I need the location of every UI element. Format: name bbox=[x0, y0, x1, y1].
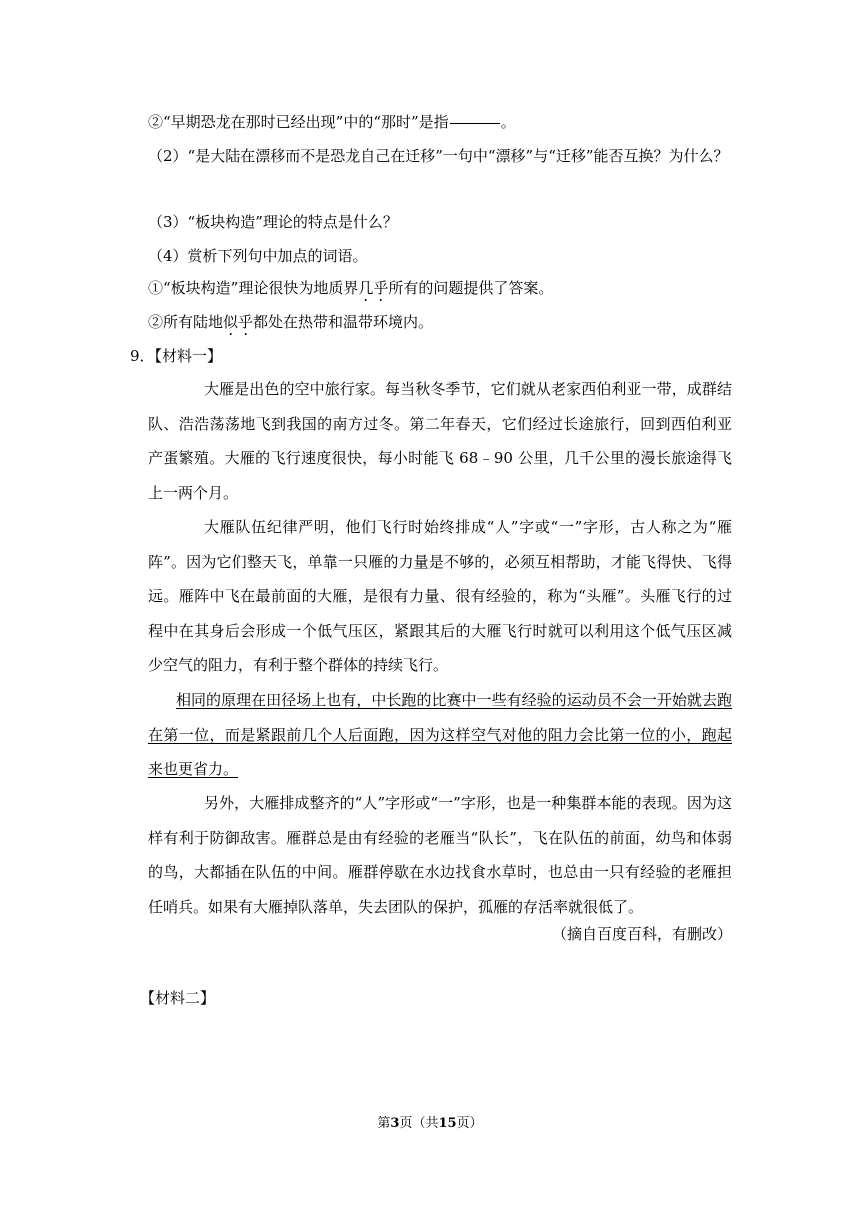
page-number: 3 bbox=[390, 1116, 400, 1131]
emphasis-char: 几 bbox=[358, 279, 374, 297]
page-footer bbox=[0, 1112, 860, 1131]
footer-suffix: 页） bbox=[456, 1116, 483, 1131]
q8-sub4: （4）赏析下列句中加点的词语。 bbox=[148, 247, 368, 265]
q8-sub1-item2-text: ②“早期恐龙在那时已经出现”中的“那时”是指 bbox=[148, 113, 449, 131]
footer-middle: 页（共 bbox=[399, 1116, 439, 1131]
q8-sub4-item2-after: 都处在热带和温带环境内。 bbox=[253, 313, 434, 331]
q8-sub4-item2 bbox=[148, 312, 433, 332]
q8-sub1-item2 bbox=[148, 112, 516, 132]
q8-sub4-item1-after: 所有的问题提供了答案。 bbox=[388, 279, 554, 297]
question-number: 9． bbox=[130, 347, 155, 365]
footer-prefix: 第 bbox=[377, 1116, 391, 1131]
q8-sub4-item2-before: ②所有陆地 bbox=[148, 313, 224, 331]
emphasis-char: 似 bbox=[223, 313, 239, 331]
q8-sub4-item1-before: ①“板块构造”理论很快为地质界 bbox=[148, 279, 359, 297]
q9-para4: 另外，大雁排成整齐的“人”字形或“一”字形，也是一种集群本能的表现。因为这样有利于防御敌害。雁群总是由有经验的老雁当“队长”，飞在队伍的前面，幼鸟和体弱的鸟，大都插在队伍的中间。雁群停歇在水边找食水草时，也总由一只有经验的老雁担任哨兵。如果有大雁掉队落单，失去团队的保护，孤雁的存活率就很低了。 bbox=[148, 794, 732, 916]
q8-sub3: （3）“板块构造”理论的特点是什么？ bbox=[148, 213, 398, 231]
emphasis-char: 乎 bbox=[238, 313, 254, 331]
q9-para2: 大雁队伍纪律严明，他们飞行时始终排成“人”字或“一”字形，古人称之为“雁阵”。因为它们整天飞，单靠一只雁的力量是不够的，必须互相帮助，才能飞得快、飞得远。雁阵中飞在最前面的大雁，是很有力量、很有经验的，称为“头雁”。头雁飞行的过程中在其身后会形成一个低气压区，紧跟其后的大雁飞行时就可以利用这个低气压区减少空气的阻力，有利于整个群体的持续飞行。 bbox=[148, 518, 732, 674]
q8-sub2: （2）“是大陆在漂移而不是恐龙自己在迁移”一句中“漂移”与“迁移”能否互换？为什么？ bbox=[148, 147, 729, 165]
q8-sub1-item2-end: 。 bbox=[500, 113, 516, 131]
material2-heading: 【材料二】 bbox=[140, 989, 216, 1007]
underlined-passage: 相同的原理在田径场上也有，中长跑的比赛中一些有经验的运动员不会一开始就去跑在第一位，而是紧跟前几个人后面跑，因为这样空气对他的阻力会比第一位的小，跑起来也更省力。 bbox=[148, 691, 732, 778]
q9-para1: 大雁是出色的空中旅行家。每当秋冬季节，它们就从老家西伯利亚一带，成群结队、浩浩荡荡地飞到我国的南方过冬。第二年春天，它们经过长途旅行，回到西伯利亚产蛋繁殖。大雁的飞行速度很快，每小时能飞 68﹣90 公里，几千公里的漫长旅途得飞上一两个月。 bbox=[148, 380, 732, 502]
answer-blank bbox=[450, 123, 500, 124]
total-pages: 15 bbox=[438, 1116, 457, 1131]
q9-header bbox=[130, 346, 222, 366]
q9-para3 bbox=[148, 683, 732, 787]
emphasis-char: 乎 bbox=[373, 279, 389, 297]
material1-heading: 【材料一】 bbox=[154, 347, 223, 365]
source-note: （摘自百度百科，有删改） bbox=[551, 925, 732, 943]
q8-sub4-item1 bbox=[148, 278, 553, 298]
